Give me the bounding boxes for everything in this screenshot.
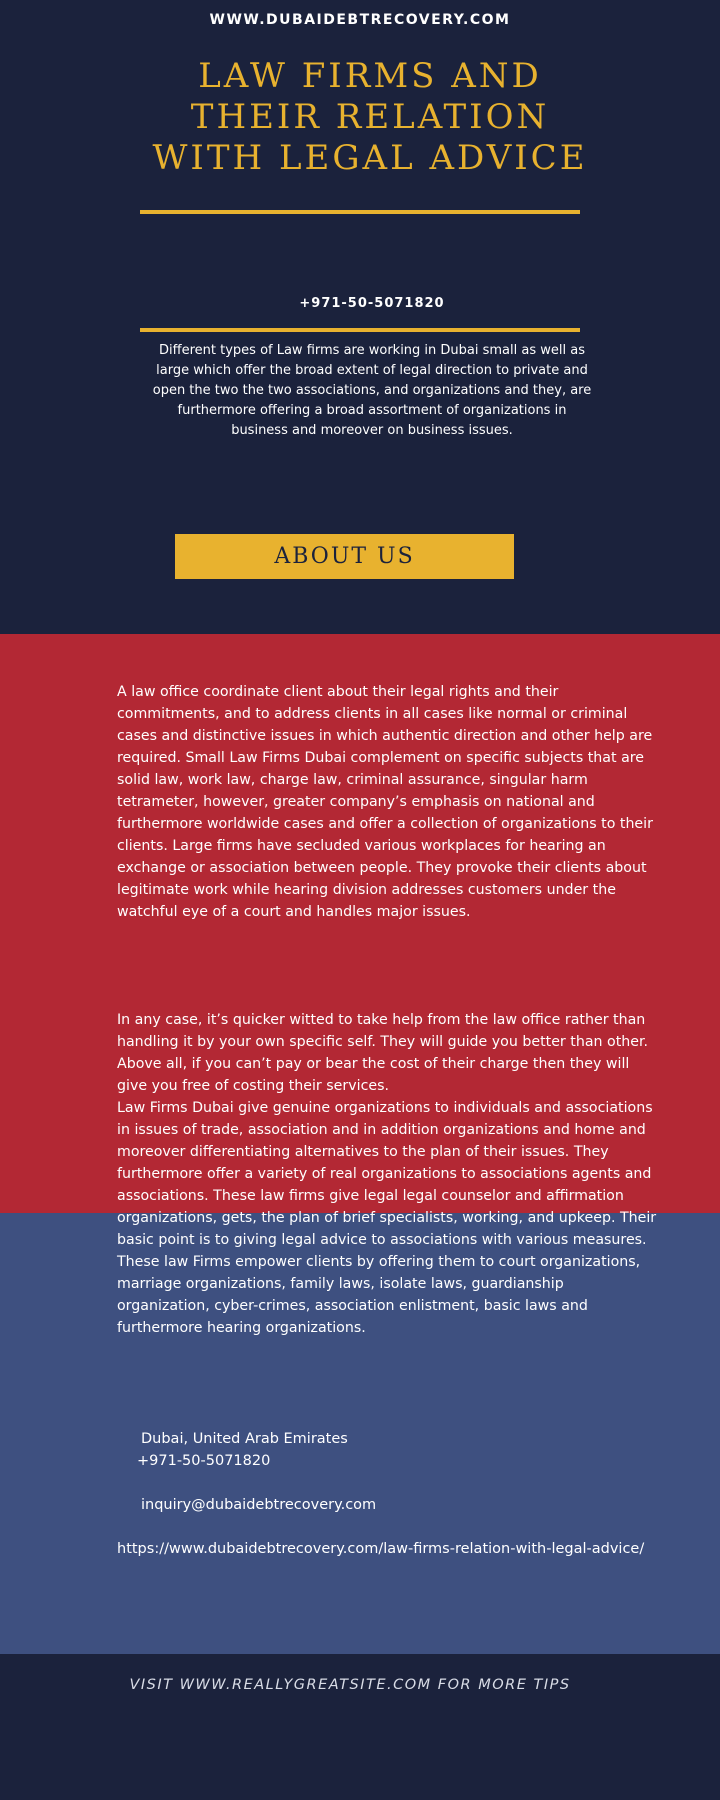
gold-divider-top [140, 210, 580, 214]
footer-section [0, 1654, 720, 1800]
page-title: LAW FIRMS AND THEIR RELATION WITH LEGAL ADVICE [152, 56, 588, 178]
header-phone[interactable]: +971-50-5071820 [299, 296, 445, 311]
body-paragraph-3: Law Firms Dubai give genuine organizations to individuals and associations in issues of trade, association and in addition organizations and home and moreover differentiating alternatives to the plan of their issues. They furthermore offer a variety of real organizations to associations agents and associations. These law firms give legal legal counselor and affirmation organizations, gets, the plan of brief specialists, working, and upkeep. Their basic point is to giving legal advice to associations with various measures. These law Firms empower clients by offering them to court organizations, marriage organizations, family laws, isolate laws, guardianship organization, cyber-crimes, association enlistment, basic laws and furthermore hearing organizations. [117, 1100, 657, 1336]
site-url-heading[interactable]: WWW.DUBAIDEBTRECOVERY.COM [209, 12, 511, 28]
body-paragraphs-2-3 [117, 1009, 657, 1339]
gold-divider-bottom [140, 328, 580, 332]
contact-email[interactable]: inquiry@dubaidebtrecovery.com [141, 1497, 377, 1513]
contact-address: Dubai, United Arab Emirates [141, 1431, 348, 1447]
body-paragraph-1: A law office coordinate client about their legal rights and their commitments, and to address clients in all cases like normal or criminal cases and distinctive issues in which authentic direction and other help are required. Small Law Firms Dubai complement on specific subjects that are solid law, work law, charge law, criminal assurance, singular harm tetrameter, however, greater company’s emphasis on national and furthermore worldwide cases and offer a collection of organizations to their clients. Large firms have secluded various workplaces for hearing an exchange or association between people. They provoke their clients about legitimate work while hearing division addresses customers under the watchful eye of a court and handles major issues. [117, 684, 653, 920]
contact-phone[interactable]: +971-50-5071820 [137, 1453, 271, 1469]
body-paragraph-2: In any case, it’s quicker witted to take help from the law office rather than handling it by your own specific self. They will guide you better than other. Above all, if you can’t pay or bear the cost of their charge then they will give you free of costing their services. [117, 1012, 649, 1094]
intro-text: Different types of Law firms are working in Dubai small as well as large which offer the broad extent of legal direction to private and open the two the two associations, and organizations and they, are furthermore offering a broad assortment of organizations in business and moreover on business issues. [152, 343, 592, 438]
about-us-button[interactable]: ABOUT US [175, 534, 514, 579]
article-url-link[interactable]: https://www.dubaidebtrecovery.com/law-firms-relation-with-legal-advice/ [117, 1541, 645, 1557]
footer-tips-text[interactable]: VISIT WWW.REALLYGREATSITE.COM FOR MORE TIPS [129, 1677, 571, 1693]
